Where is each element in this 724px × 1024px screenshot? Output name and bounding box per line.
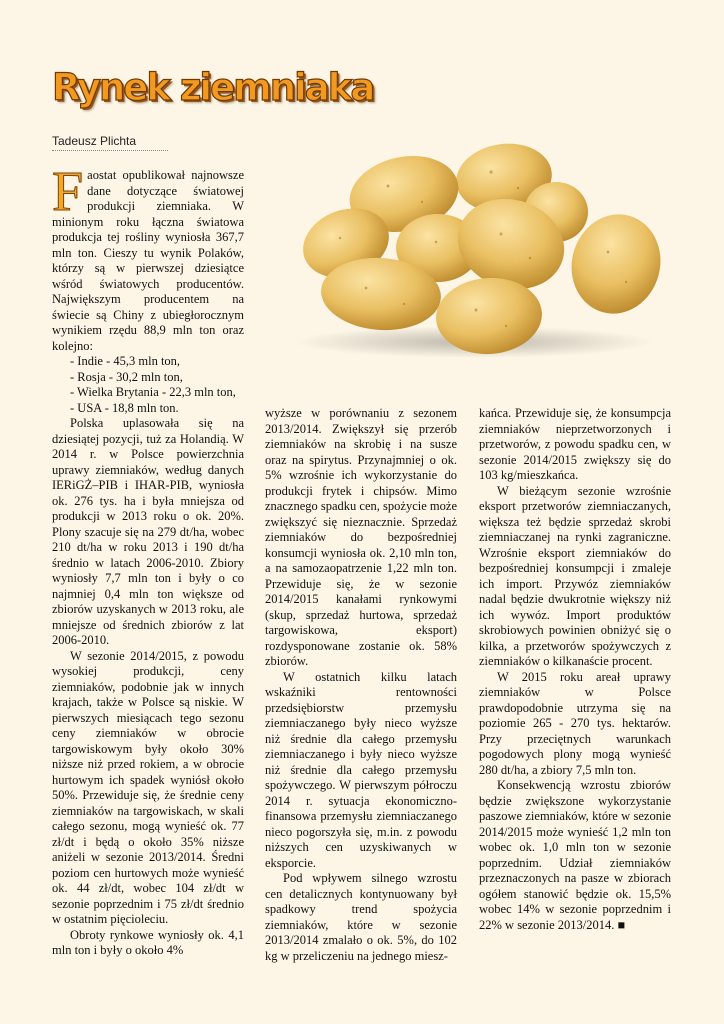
- article-title: Rynek ziemniaka: [52, 66, 374, 109]
- lead-paragraph: [52, 161, 244, 354]
- paragraph: wyższe w porównaniu z sezonem 2013/2014. Zwiększył się przerób ziemniaków na skrobię i na susze oraz na spirytus. Przynajmniej o ok. 5% wzrośnie ich wykorzystanie do produkcji frytek i chipsów. Mimo znacznego spadku cen, spożycie może zwiększyć się nieznacznie. Sprzedaż ziemniaków do bezpośredniej konsumcji wyniosła ok. 2,10 mln ton, a na samozaopatrzenie 1,22 mln ton. Przewiduje się, że w sezonie 2014/2015 kanałami rynkowymi (skup, sprzedaż hurtowa, sprzedaż targowiskowa, eksport) rozdysponowane zostanie ok. 58% zbiorów.: [265, 406, 457, 668]
- list-item: - Indie - 45,3 mln ton,: [70, 354, 181, 368]
- potatoes-photo: [286, 136, 662, 358]
- paragraph: Konsekwencją wzrostu zbiorów będzie zwiększone wykorzystanie paszowe ziemniaków, które w sezonie 2014/2015 może wynieść 1,2 mln ton wobec ok. 1,0 mln ton w sezonie poprzednim. Udział ziemniaków przeznaczonych na pasze w zbiorach ogółem stanowić będzie ok. 15,5% wobec 14% w sezonie poprzednim i 22% w sezonie 2013/2014. ■: [479, 778, 671, 932]
- paragraph: kańca. Przewiduje się, że konsumpcja ziemniaków nieprzetworzonych i przetworów, z powodu spadku cen, w sezonie 2014/2015 zwiększy się do 103 kg/mieszkańca.: [479, 406, 671, 482]
- list-item: - Rosja - 30,2 mln ton,: [70, 369, 183, 384]
- paragraph: W ostatnich kilku latach wskaźniki rentowności przedsiębiorstw przemysłu ziemniaczanego były nieco wyższe niż średnie dla całego przemysłu ziemniaczanego i były nieco wyższe niż średnie dla całego przemysłu spożywczego. W pierwszym półroczu 2014 r. sytuacja ekonomiczno-finansowa przemysłu ziemniaczanego nieco pogorszyła się, m.in. z powodu niższych cen uzyskiwanych w eksporcie.: [265, 669, 457, 870]
- paragraph: W sezonie 2014/2015, z powodu wysokiej produkcji, ceny ziemniaków, podobnie jak w innych krajach, także w Polsce są niskie. W pierwszych miesiącach tego sezonu ceny ziemniaków w obrocie targowiskowym były około 30% niższe niż przed rokiem, a w obrocie hurtowym ich spadek wyniósł około 50%. Przewiduje się, że średnie ceny ziemniaków na targowiskach, w skali całego sezonu, mogą wynieść ok. 77 zł/dt i będą o około 35% niższe aniżeli w sezonie 2013/2014. Średni poziom cen hurtowych może wynieść ok. 44 zł/dt, wobec 104 zł/dt w sezonie poprzednim i 75 zł/dt średnio w ostatnim pięcioleciu.: [52, 648, 244, 926]
- drop-cap: F: [52, 161, 84, 223]
- author-underline: [52, 150, 168, 151]
- paragraph: Polska uplasowała się na dziesiątej pozycji, tuż za Holandią. W 2014 r. w Polsce powierzchnia uprawy ziemniaków, według danych IERiGŻ–PIB i IHAR-PIB, wyniosła ok. 276 tys. ha i była mniejsza od produkcji w 2013 roku o ok. 20%. Plony szacuje się na 279 dt/ha, wobec 210 dt/ha w roku 2013 i 190 dt/ha średnio w latach 2006-2010. Zbiory wyniosły 7,7 mln ton i były o co najmniej 0,4 mln ton większe od zbiorów uzyskanych w 2013 roku, ale mniejsze od średnich zbiorów z lat 2006-2010.: [52, 416, 244, 647]
- lead-text: aostat opublikował najnowsze dane dotyczące światowej produkcji ziemniaka. W minionym roku łączna światowa produkcja tej rośliny wyniosła 367,7 mln ton. Cieszy tu wynik Polaków, którzy są w pierwszej dziesiątce wśród światowych producentów. Największym producentem na świecie są Chiny z ubiegłorocznym wynikiem rzędu 88,9 mln ton oraz kolejno:: [52, 168, 244, 353]
- paragraph: Pod wpływem silnego wzrostu cen detalicznych kontynuowany był spadkowy trend spożycia ziemniaków, które w sezonie 2013/2014 zmalało o ok. 5%, do 102 kg w przeliczeniu na jednego miesz-: [265, 871, 457, 963]
- text-column-2: [265, 406, 457, 964]
- list-item: - USA - 18,8 mln ton.: [70, 400, 179, 415]
- list-item: - Wielka Brytania - 22,3 mln ton,: [70, 385, 236, 399]
- author-name: Tadeusz Plichta: [52, 134, 137, 148]
- text-column-3: [479, 406, 671, 933]
- paragraph: W bieżącym sezonie wzrośnie eksport przetworów ziemniaczanych, większa też będzie sprzedaż skrobi ziemniaczanej na rynki zagraniczne. Wzrośnie eksport ziemniaków do bezpośredniej konsumpcji i zmaleje ich import. Przywóz ziemniaków nadal będzie dwukrotnie większy niż ich wywóz. Import produktów skrobiowych powinien obniżyć się o kilka, a przetworów spożywczych z ziemniaków o kilkanaście procent.: [479, 483, 671, 668]
- paragraph: W 2015 roku areał uprawy ziemniaków w Polsce prawdopodobnie utrzyma się na poziomie 265 - 270 tys. hektarów. Przy przeciętnych warunkach pogodowych plony mogą wynieść 280 dt/ha, a zbiory 7,5 mln ton.: [479, 669, 671, 777]
- text-column-1: [52, 161, 244, 959]
- paragraph: Obroty rynkowe wyniosły ok. 4,1 mln ton i były o około 4%: [52, 927, 244, 957]
